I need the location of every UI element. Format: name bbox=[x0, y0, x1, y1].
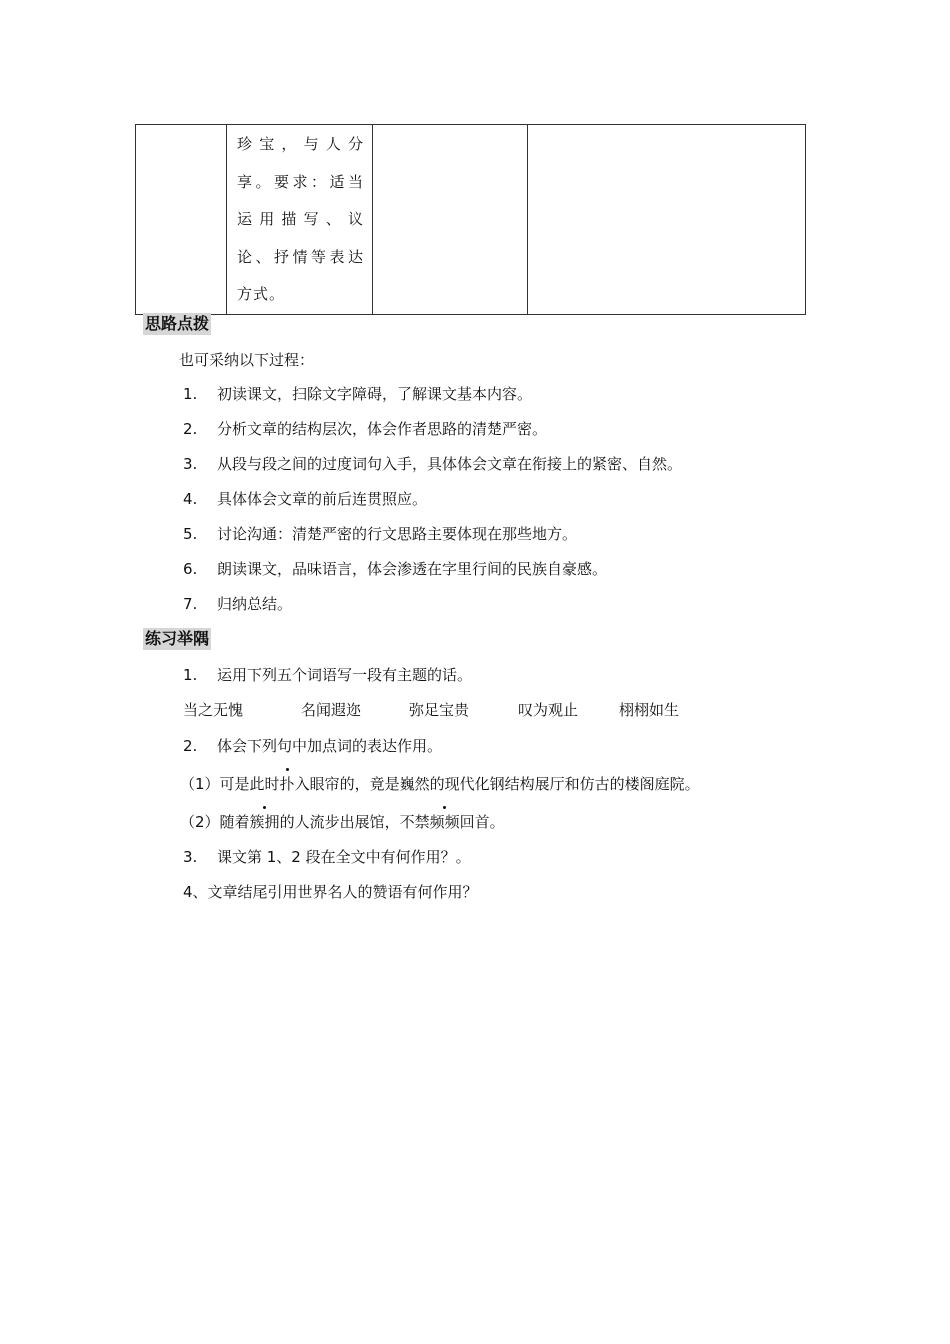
list-item bbox=[183, 384, 532, 404]
table-cell-empty-1 bbox=[136, 125, 227, 315]
list-item-text: 初读课文，扫除文字障碍，了解课文基本内容。 bbox=[217, 385, 533, 403]
question-text: 课文第 1、2 段在全文中有何作用？。 bbox=[217, 848, 471, 866]
list-item-number: 1. bbox=[183, 385, 198, 403]
list-item bbox=[183, 454, 682, 474]
vocabulary-term: 当之无愧 bbox=[183, 701, 244, 719]
task-text bbox=[227, 125, 372, 314]
list-item-number: 6. bbox=[183, 560, 198, 578]
list-item bbox=[183, 559, 607, 579]
vocabulary-term: 名闻遐迩 bbox=[301, 701, 362, 719]
list-item-text: 从段与段之间的过度词句入手，具体体会文章在衔接上的紧密、自然。 bbox=[217, 455, 683, 473]
vocabulary-term: 叹为观止 bbox=[518, 701, 579, 719]
list-item bbox=[183, 524, 577, 544]
list-item-number: 3. bbox=[183, 455, 198, 473]
task-line: 享。要求：适当 bbox=[237, 172, 364, 191]
sentence-text: 回首。 bbox=[459, 813, 505, 831]
table-cell-task bbox=[227, 125, 373, 315]
section-intro: 也可采纳以下过程： bbox=[179, 351, 315, 369]
task-line: 运用描写、议 bbox=[237, 210, 364, 228]
question-4: 4、文章结尾引用世界名人的赞语有何作用？ bbox=[183, 883, 478, 901]
list-item-text: 朗读课文，品味语言，体会渗透在字里行间的民族自豪感。 bbox=[217, 560, 608, 578]
list-item-number: 4. bbox=[183, 490, 198, 508]
vocabulary-term: 栩栩如生 bbox=[619, 701, 680, 719]
question-text: 运用下列五个词语写一段有主题的话。 bbox=[217, 666, 473, 684]
list-item-number: 7. bbox=[183, 595, 198, 613]
table-cell-empty-3 bbox=[528, 125, 806, 315]
section-heading-thinking: 思路点拨 bbox=[145, 314, 210, 333]
lesson-table bbox=[135, 124, 806, 315]
list-item bbox=[183, 419, 547, 439]
list-item-text: 归纳总结。 bbox=[217, 595, 293, 613]
task-line: 珍宝，与人分 bbox=[237, 135, 364, 153]
dotted-word-text: 频频 bbox=[429, 813, 460, 831]
task-line: 方式。 bbox=[237, 285, 286, 303]
example-sentence-2 bbox=[180, 812, 505, 832]
list-item-text: 具体体会文章的前后连贯照应。 bbox=[217, 490, 428, 508]
question-3 bbox=[183, 847, 471, 867]
table-row bbox=[136, 125, 806, 315]
question-number: 1. bbox=[183, 666, 198, 684]
sentence-text: 的人流步出展馆，不禁 bbox=[279, 813, 430, 831]
dotted-word: 扑 bbox=[279, 775, 295, 793]
dotted-word-text: 簇拥 bbox=[249, 813, 280, 831]
dotted-word bbox=[250, 812, 280, 832]
list-item bbox=[183, 594, 292, 614]
question-number: 3. bbox=[183, 848, 198, 866]
question-2 bbox=[183, 736, 442, 756]
list-item bbox=[183, 489, 427, 509]
section-heading-exercises: 练习举隅 bbox=[145, 629, 210, 648]
sentence-text: （1）可是此时 bbox=[180, 775, 280, 793]
list-item-text: 分析文章的结构层次，体会作者思路的清楚严密。 bbox=[217, 420, 548, 438]
list-item-text: 讨论沟通：清楚严密的行文思路主要体现在那些地方。 bbox=[217, 525, 578, 543]
question-number: 2. bbox=[183, 737, 198, 755]
sentence-text: 入眼帘的，竟是巍然的现代化钢结构展厅和仿古的楼阁庭院。 bbox=[294, 775, 700, 793]
example-sentence-1 bbox=[180, 774, 700, 794]
question-1 bbox=[183, 665, 472, 685]
question-text: 体会下列句中加点词的表达作用。 bbox=[217, 737, 443, 755]
table-cell-empty-2 bbox=[373, 125, 528, 315]
list-item-number: 5. bbox=[183, 525, 198, 543]
dotted-word bbox=[430, 812, 460, 832]
sentence-text: （2）随着 bbox=[180, 813, 250, 831]
vocabulary-term: 弥足宝贵 bbox=[409, 701, 470, 719]
list-item-number: 2. bbox=[183, 420, 198, 438]
task-line: 论、抒情等表达 bbox=[237, 247, 364, 266]
